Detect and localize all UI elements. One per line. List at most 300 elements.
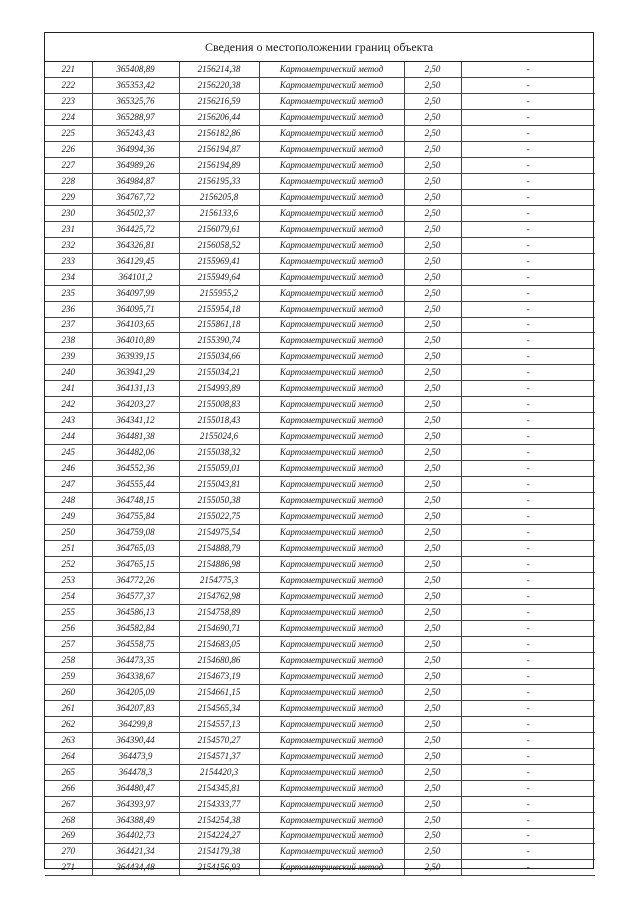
- point-number-cell: 241: [45, 381, 92, 397]
- method-cell: Картометрический метод: [259, 477, 404, 493]
- description-cell: -: [461, 764, 595, 780]
- point-number-cell: 235: [45, 285, 92, 301]
- coord-y-cell: 2154333,77: [179, 796, 259, 812]
- accuracy-cell: 2,50: [404, 285, 461, 301]
- coord-y-cell: 2155038,32: [179, 445, 259, 461]
- table-row: [45, 860, 595, 876]
- coord-y-cell: 2154762,98: [179, 588, 259, 604]
- coord-x-cell: 365288,97: [92, 109, 179, 125]
- table-row: [45, 205, 595, 221]
- point-number-cell: 271: [45, 860, 92, 876]
- coord-x-cell: 364502,37: [92, 205, 179, 221]
- description-cell: -: [461, 141, 595, 157]
- method-cell: Картометрический метод: [259, 141, 404, 157]
- method-cell: Картометрический метод: [259, 732, 404, 748]
- method-cell: Картометрический метод: [259, 812, 404, 828]
- point-number-cell: 257: [45, 636, 92, 652]
- table-row: [45, 652, 595, 668]
- coord-y-cell: 2155954,18: [179, 301, 259, 317]
- coord-y-cell: 2154673,19: [179, 668, 259, 684]
- method-cell: Картометрический метод: [259, 764, 404, 780]
- coord-x-cell: 364341,12: [92, 413, 179, 429]
- accuracy-cell: 2,50: [404, 860, 461, 876]
- coord-x-cell: 364203,27: [92, 397, 179, 413]
- description-cell: -: [461, 557, 595, 573]
- description-cell: -: [461, 221, 595, 237]
- accuracy-cell: 2,50: [404, 588, 461, 604]
- coord-y-cell: 2155034,66: [179, 349, 259, 365]
- coord-x-cell: 364129,45: [92, 253, 179, 269]
- method-cell: Картометрический метод: [259, 189, 404, 205]
- point-number-cell: 239: [45, 349, 92, 365]
- description-cell: -: [461, 684, 595, 700]
- accuracy-cell: 2,50: [404, 365, 461, 381]
- table-row: [45, 620, 595, 636]
- accuracy-cell: 2,50: [404, 413, 461, 429]
- coord-x-cell: 364577,37: [92, 588, 179, 604]
- coord-y-cell: 2154975,54: [179, 525, 259, 541]
- coord-y-cell: 2156214,38: [179, 62, 259, 77]
- method-cell: Картометрический метод: [259, 381, 404, 397]
- description-cell: -: [461, 812, 595, 828]
- table-row: [45, 812, 595, 828]
- description-cell: -: [461, 652, 595, 668]
- coord-y-cell: 2155390,74: [179, 333, 259, 349]
- point-number-cell: 229: [45, 189, 92, 205]
- point-number-cell: 269: [45, 828, 92, 844]
- coord-y-cell: 2154345,81: [179, 780, 259, 796]
- table-row: [45, 62, 595, 77]
- method-cell: Картометрический метод: [259, 573, 404, 589]
- table-row: [45, 397, 595, 413]
- method-cell: Картометрический метод: [259, 221, 404, 237]
- coord-x-cell: 364772,26: [92, 573, 179, 589]
- table-row: [45, 588, 595, 604]
- description-cell: -: [461, 636, 595, 652]
- description-cell: -: [461, 253, 595, 269]
- coord-x-cell: 364434,48: [92, 860, 179, 876]
- coord-x-cell: 364558,75: [92, 636, 179, 652]
- table-row: [45, 157, 595, 173]
- description-cell: -: [461, 860, 595, 876]
- method-cell: Картометрический метод: [259, 844, 404, 860]
- table-row: [45, 668, 595, 684]
- accuracy-cell: 2,50: [404, 301, 461, 317]
- coord-y-cell: 2156182,86: [179, 125, 259, 141]
- point-number-cell: 247: [45, 477, 92, 493]
- coord-y-cell: 2154661,15: [179, 684, 259, 700]
- point-number-cell: 259: [45, 668, 92, 684]
- accuracy-cell: 2,50: [404, 828, 461, 844]
- coord-x-cell: 364010,89: [92, 333, 179, 349]
- accuracy-cell: 2,50: [404, 780, 461, 796]
- table-row: [45, 221, 595, 237]
- table-row: [45, 636, 595, 652]
- table-row: [45, 189, 595, 205]
- point-number-cell: 255: [45, 604, 92, 620]
- accuracy-cell: 2,50: [404, 349, 461, 365]
- coord-y-cell: 2156194,89: [179, 157, 259, 173]
- point-number-cell: 254: [45, 588, 92, 604]
- document-sheet: [44, 32, 594, 873]
- coord-y-cell: 2156220,38: [179, 77, 259, 93]
- point-number-cell: 232: [45, 237, 92, 253]
- accuracy-cell: 2,50: [404, 157, 461, 173]
- coord-x-cell: 364555,44: [92, 477, 179, 493]
- description-cell: -: [461, 461, 595, 477]
- coord-x-cell: 364207,83: [92, 700, 179, 716]
- description-cell: -: [461, 573, 595, 589]
- method-cell: Картометрический метод: [259, 301, 404, 317]
- accuracy-cell: 2,50: [404, 764, 461, 780]
- description-cell: -: [461, 317, 595, 333]
- method-cell: Картометрический метод: [259, 93, 404, 109]
- table-row: [45, 445, 595, 461]
- point-number-cell: 230: [45, 205, 92, 221]
- description-cell: -: [461, 828, 595, 844]
- point-number-cell: 240: [45, 365, 92, 381]
- accuracy-cell: 2,50: [404, 269, 461, 285]
- coord-x-cell: 364338,67: [92, 668, 179, 684]
- accuracy-cell: 2,50: [404, 636, 461, 652]
- coord-y-cell: 2154690,71: [179, 620, 259, 636]
- accuracy-cell: 2,50: [404, 796, 461, 812]
- coord-x-cell: 364402,73: [92, 828, 179, 844]
- coord-x-cell: 364765,03: [92, 541, 179, 557]
- coord-x-cell: 364984,87: [92, 173, 179, 189]
- coord-x-cell: 364390,44: [92, 732, 179, 748]
- accuracy-cell: 2,50: [404, 77, 461, 93]
- coord-x-cell: 364421,34: [92, 844, 179, 860]
- description-cell: -: [461, 77, 595, 93]
- accuracy-cell: 2,50: [404, 557, 461, 573]
- method-cell: Картометрический метод: [259, 62, 404, 77]
- coord-x-cell: 364299,8: [92, 716, 179, 732]
- method-cell: Картометрический метод: [259, 173, 404, 189]
- accuracy-cell: 2,50: [404, 173, 461, 189]
- coord-y-cell: 2156194,87: [179, 141, 259, 157]
- point-number-cell: 253: [45, 573, 92, 589]
- accuracy-cell: 2,50: [404, 205, 461, 221]
- point-number-cell: 244: [45, 429, 92, 445]
- coord-x-cell: 364748,15: [92, 493, 179, 509]
- description-cell: -: [461, 365, 595, 381]
- description-cell: -: [461, 477, 595, 493]
- point-number-cell: 225: [45, 125, 92, 141]
- coord-x-cell: 364101,2: [92, 269, 179, 285]
- table-row: [45, 477, 595, 493]
- coord-y-cell: 2155955,2: [179, 285, 259, 301]
- point-number-cell: 246: [45, 461, 92, 477]
- coord-x-cell: 364586,13: [92, 604, 179, 620]
- coordinates-table: [45, 62, 595, 876]
- description-cell: -: [461, 62, 595, 77]
- description-cell: -: [461, 716, 595, 732]
- accuracy-cell: 2,50: [404, 189, 461, 205]
- point-number-cell: 236: [45, 301, 92, 317]
- method-cell: Картометрический метод: [259, 620, 404, 636]
- coord-x-cell: 364473,9: [92, 748, 179, 764]
- point-number-cell: 222: [45, 77, 92, 93]
- accuracy-cell: 2,50: [404, 221, 461, 237]
- table-row: [45, 732, 595, 748]
- coord-y-cell: 2155034,21: [179, 365, 259, 381]
- coord-y-cell: 2154571,37: [179, 748, 259, 764]
- method-cell: Картометрический метод: [259, 285, 404, 301]
- method-cell: Картометрический метод: [259, 828, 404, 844]
- description-cell: -: [461, 269, 595, 285]
- method-cell: Картометрический метод: [259, 77, 404, 93]
- table-row: [45, 365, 595, 381]
- description-cell: -: [461, 93, 595, 109]
- description-cell: -: [461, 668, 595, 684]
- point-number-cell: 223: [45, 93, 92, 109]
- coord-y-cell: 2154156,93: [179, 860, 259, 876]
- method-cell: Картометрический метод: [259, 748, 404, 764]
- description-cell: -: [461, 109, 595, 125]
- table-row: [45, 237, 595, 253]
- table-row: [45, 828, 595, 844]
- point-number-cell: 243: [45, 413, 92, 429]
- coord-y-cell: 2155024,6: [179, 429, 259, 445]
- coord-y-cell: 2155059,01: [179, 461, 259, 477]
- point-number-cell: 242: [45, 397, 92, 413]
- table-row: [45, 141, 595, 157]
- description-cell: -: [461, 413, 595, 429]
- coord-x-cell: 364994,36: [92, 141, 179, 157]
- description-cell: -: [461, 780, 595, 796]
- description-cell: -: [461, 796, 595, 812]
- coord-x-cell: 364205,09: [92, 684, 179, 700]
- coord-y-cell: 2155018,43: [179, 413, 259, 429]
- description-cell: -: [461, 429, 595, 445]
- method-cell: Картометрический метод: [259, 780, 404, 796]
- point-number-cell: 249: [45, 509, 92, 525]
- description-cell: -: [461, 333, 595, 349]
- accuracy-cell: 2,50: [404, 525, 461, 541]
- coord-y-cell: 2154886,98: [179, 557, 259, 573]
- table-row: [45, 461, 595, 477]
- description-cell: -: [461, 205, 595, 221]
- description-cell: -: [461, 157, 595, 173]
- coord-x-cell: 365243,43: [92, 125, 179, 141]
- point-number-cell: 256: [45, 620, 92, 636]
- coord-x-cell: 364095,71: [92, 301, 179, 317]
- coord-x-cell: 364989,26: [92, 157, 179, 173]
- point-number-cell: 258: [45, 652, 92, 668]
- point-number-cell: 224: [45, 109, 92, 125]
- coord-y-cell: 2154179,38: [179, 844, 259, 860]
- table-row: [45, 429, 595, 445]
- coord-y-cell: 2154570,27: [179, 732, 259, 748]
- point-number-cell: 238: [45, 333, 92, 349]
- accuracy-cell: 2,50: [404, 748, 461, 764]
- coord-y-cell: 2156058,52: [179, 237, 259, 253]
- coord-y-cell: 2154557,13: [179, 716, 259, 732]
- accuracy-cell: 2,50: [404, 493, 461, 509]
- table-row: [45, 253, 595, 269]
- table-row: [45, 844, 595, 860]
- accuracy-cell: 2,50: [404, 620, 461, 636]
- point-number-cell: 260: [45, 684, 92, 700]
- table-row: [45, 700, 595, 716]
- coord-x-cell: 364478,3: [92, 764, 179, 780]
- method-cell: Картометрический метод: [259, 157, 404, 173]
- coord-x-cell: 364767,72: [92, 189, 179, 205]
- method-cell: Картометрический метод: [259, 365, 404, 381]
- point-number-cell: 252: [45, 557, 92, 573]
- point-number-cell: 267: [45, 796, 92, 812]
- table-row: [45, 541, 595, 557]
- coord-y-cell: 2154680,86: [179, 652, 259, 668]
- table-row: [45, 493, 595, 509]
- point-number-cell: 265: [45, 764, 92, 780]
- point-number-cell: 263: [45, 732, 92, 748]
- coord-y-cell: 2156206,44: [179, 109, 259, 125]
- table-row: [45, 333, 595, 349]
- point-number-cell: 228: [45, 173, 92, 189]
- description-cell: -: [461, 349, 595, 365]
- method-cell: Картометрический метод: [259, 557, 404, 573]
- accuracy-cell: 2,50: [404, 573, 461, 589]
- description-cell: -: [461, 445, 595, 461]
- coord-y-cell: 2155022,75: [179, 509, 259, 525]
- method-cell: Картометрический метод: [259, 541, 404, 557]
- coord-x-cell: 365325,76: [92, 93, 179, 109]
- point-number-cell: 268: [45, 812, 92, 828]
- table-row: [45, 764, 595, 780]
- coord-x-cell: 364481,38: [92, 429, 179, 445]
- table-row: [45, 796, 595, 812]
- description-cell: -: [461, 604, 595, 620]
- coord-y-cell: 2154420,3: [179, 764, 259, 780]
- coord-y-cell: 2154254,38: [179, 812, 259, 828]
- table-row: [45, 716, 595, 732]
- method-cell: Картометрический метод: [259, 700, 404, 716]
- coord-y-cell: 2156205,8: [179, 189, 259, 205]
- coord-y-cell: 2155949,64: [179, 269, 259, 285]
- coord-x-cell: 364326,81: [92, 237, 179, 253]
- method-cell: Картометрический метод: [259, 237, 404, 253]
- accuracy-cell: 2,50: [404, 237, 461, 253]
- table-row: [45, 780, 595, 796]
- coord-y-cell: 2154565,34: [179, 700, 259, 716]
- coord-y-cell: 2154224,27: [179, 828, 259, 844]
- method-cell: Картометрический метод: [259, 525, 404, 541]
- description-cell: -: [461, 237, 595, 253]
- description-cell: -: [461, 844, 595, 860]
- table-row: [45, 93, 595, 109]
- accuracy-cell: 2,50: [404, 844, 461, 860]
- accuracy-cell: 2,50: [404, 109, 461, 125]
- description-cell: -: [461, 620, 595, 636]
- table-row: [45, 173, 595, 189]
- accuracy-cell: 2,50: [404, 141, 461, 157]
- method-cell: Картометрический метод: [259, 349, 404, 365]
- table-row: [45, 125, 595, 141]
- method-cell: Картометрический метод: [259, 429, 404, 445]
- description-cell: -: [461, 301, 595, 317]
- coord-x-cell: 363941,29: [92, 365, 179, 381]
- accuracy-cell: 2,50: [404, 700, 461, 716]
- method-cell: Картометрический метод: [259, 588, 404, 604]
- table-row: [45, 525, 595, 541]
- description-cell: -: [461, 381, 595, 397]
- method-cell: Картометрический метод: [259, 796, 404, 812]
- coord-x-cell: 363939,15: [92, 349, 179, 365]
- coord-y-cell: 2156216,59: [179, 93, 259, 109]
- point-number-cell: 250: [45, 525, 92, 541]
- coord-x-cell: 364759,08: [92, 525, 179, 541]
- table-row: [45, 77, 595, 93]
- coord-y-cell: 2154758,89: [179, 604, 259, 620]
- method-cell: Картометрический метод: [259, 636, 404, 652]
- method-cell: Картометрический метод: [259, 109, 404, 125]
- method-cell: Картометрический метод: [259, 716, 404, 732]
- accuracy-cell: 2,50: [404, 541, 461, 557]
- description-cell: -: [461, 732, 595, 748]
- method-cell: Картометрический метод: [259, 509, 404, 525]
- description-cell: -: [461, 493, 595, 509]
- coord-x-cell: 364765,15: [92, 557, 179, 573]
- method-cell: Картометрический метод: [259, 684, 404, 700]
- coord-y-cell: 2155050,38: [179, 493, 259, 509]
- accuracy-cell: 2,50: [404, 604, 461, 620]
- table-row: [45, 349, 595, 365]
- point-number-cell: 227: [45, 157, 92, 173]
- coord-x-cell: 364473,35: [92, 652, 179, 668]
- coord-x-cell: 365353,42: [92, 77, 179, 93]
- method-cell: Картометрический метод: [259, 333, 404, 349]
- table-row: [45, 509, 595, 525]
- coord-x-cell: 364425,72: [92, 221, 179, 237]
- method-cell: Картометрический метод: [259, 397, 404, 413]
- description-cell: -: [461, 588, 595, 604]
- accuracy-cell: 2,50: [404, 62, 461, 77]
- coord-y-cell: 2155043,81: [179, 477, 259, 493]
- coord-y-cell: 2154683,05: [179, 636, 259, 652]
- table-row: [45, 109, 595, 125]
- coord-y-cell: 2154888,79: [179, 541, 259, 557]
- coord-x-cell: 364097,99: [92, 285, 179, 301]
- table-row: [45, 413, 595, 429]
- accuracy-cell: 2,50: [404, 125, 461, 141]
- table-row: [45, 684, 595, 700]
- table-row: [45, 557, 595, 573]
- accuracy-cell: 2,50: [404, 381, 461, 397]
- method-cell: Картометрический метод: [259, 445, 404, 461]
- method-cell: Картометрический метод: [259, 652, 404, 668]
- point-number-cell: 233: [45, 253, 92, 269]
- table-row: [45, 269, 595, 285]
- method-cell: Картометрический метод: [259, 125, 404, 141]
- coord-y-cell: 2155861,18: [179, 317, 259, 333]
- table-row: [45, 285, 595, 301]
- table-row: [45, 573, 595, 589]
- coord-y-cell: 2154775,3: [179, 573, 259, 589]
- point-number-cell: 262: [45, 716, 92, 732]
- coord-y-cell: 2155969,41: [179, 253, 259, 269]
- method-cell: Картометрический метод: [259, 668, 404, 684]
- coord-x-cell: 364755,84: [92, 509, 179, 525]
- method-cell: Картометрический метод: [259, 860, 404, 876]
- table-row: [45, 604, 595, 620]
- method-cell: Картометрический метод: [259, 493, 404, 509]
- table-row: [45, 381, 595, 397]
- coord-x-cell: 364482,06: [92, 445, 179, 461]
- description-cell: -: [461, 189, 595, 205]
- method-cell: Картометрический метод: [259, 461, 404, 477]
